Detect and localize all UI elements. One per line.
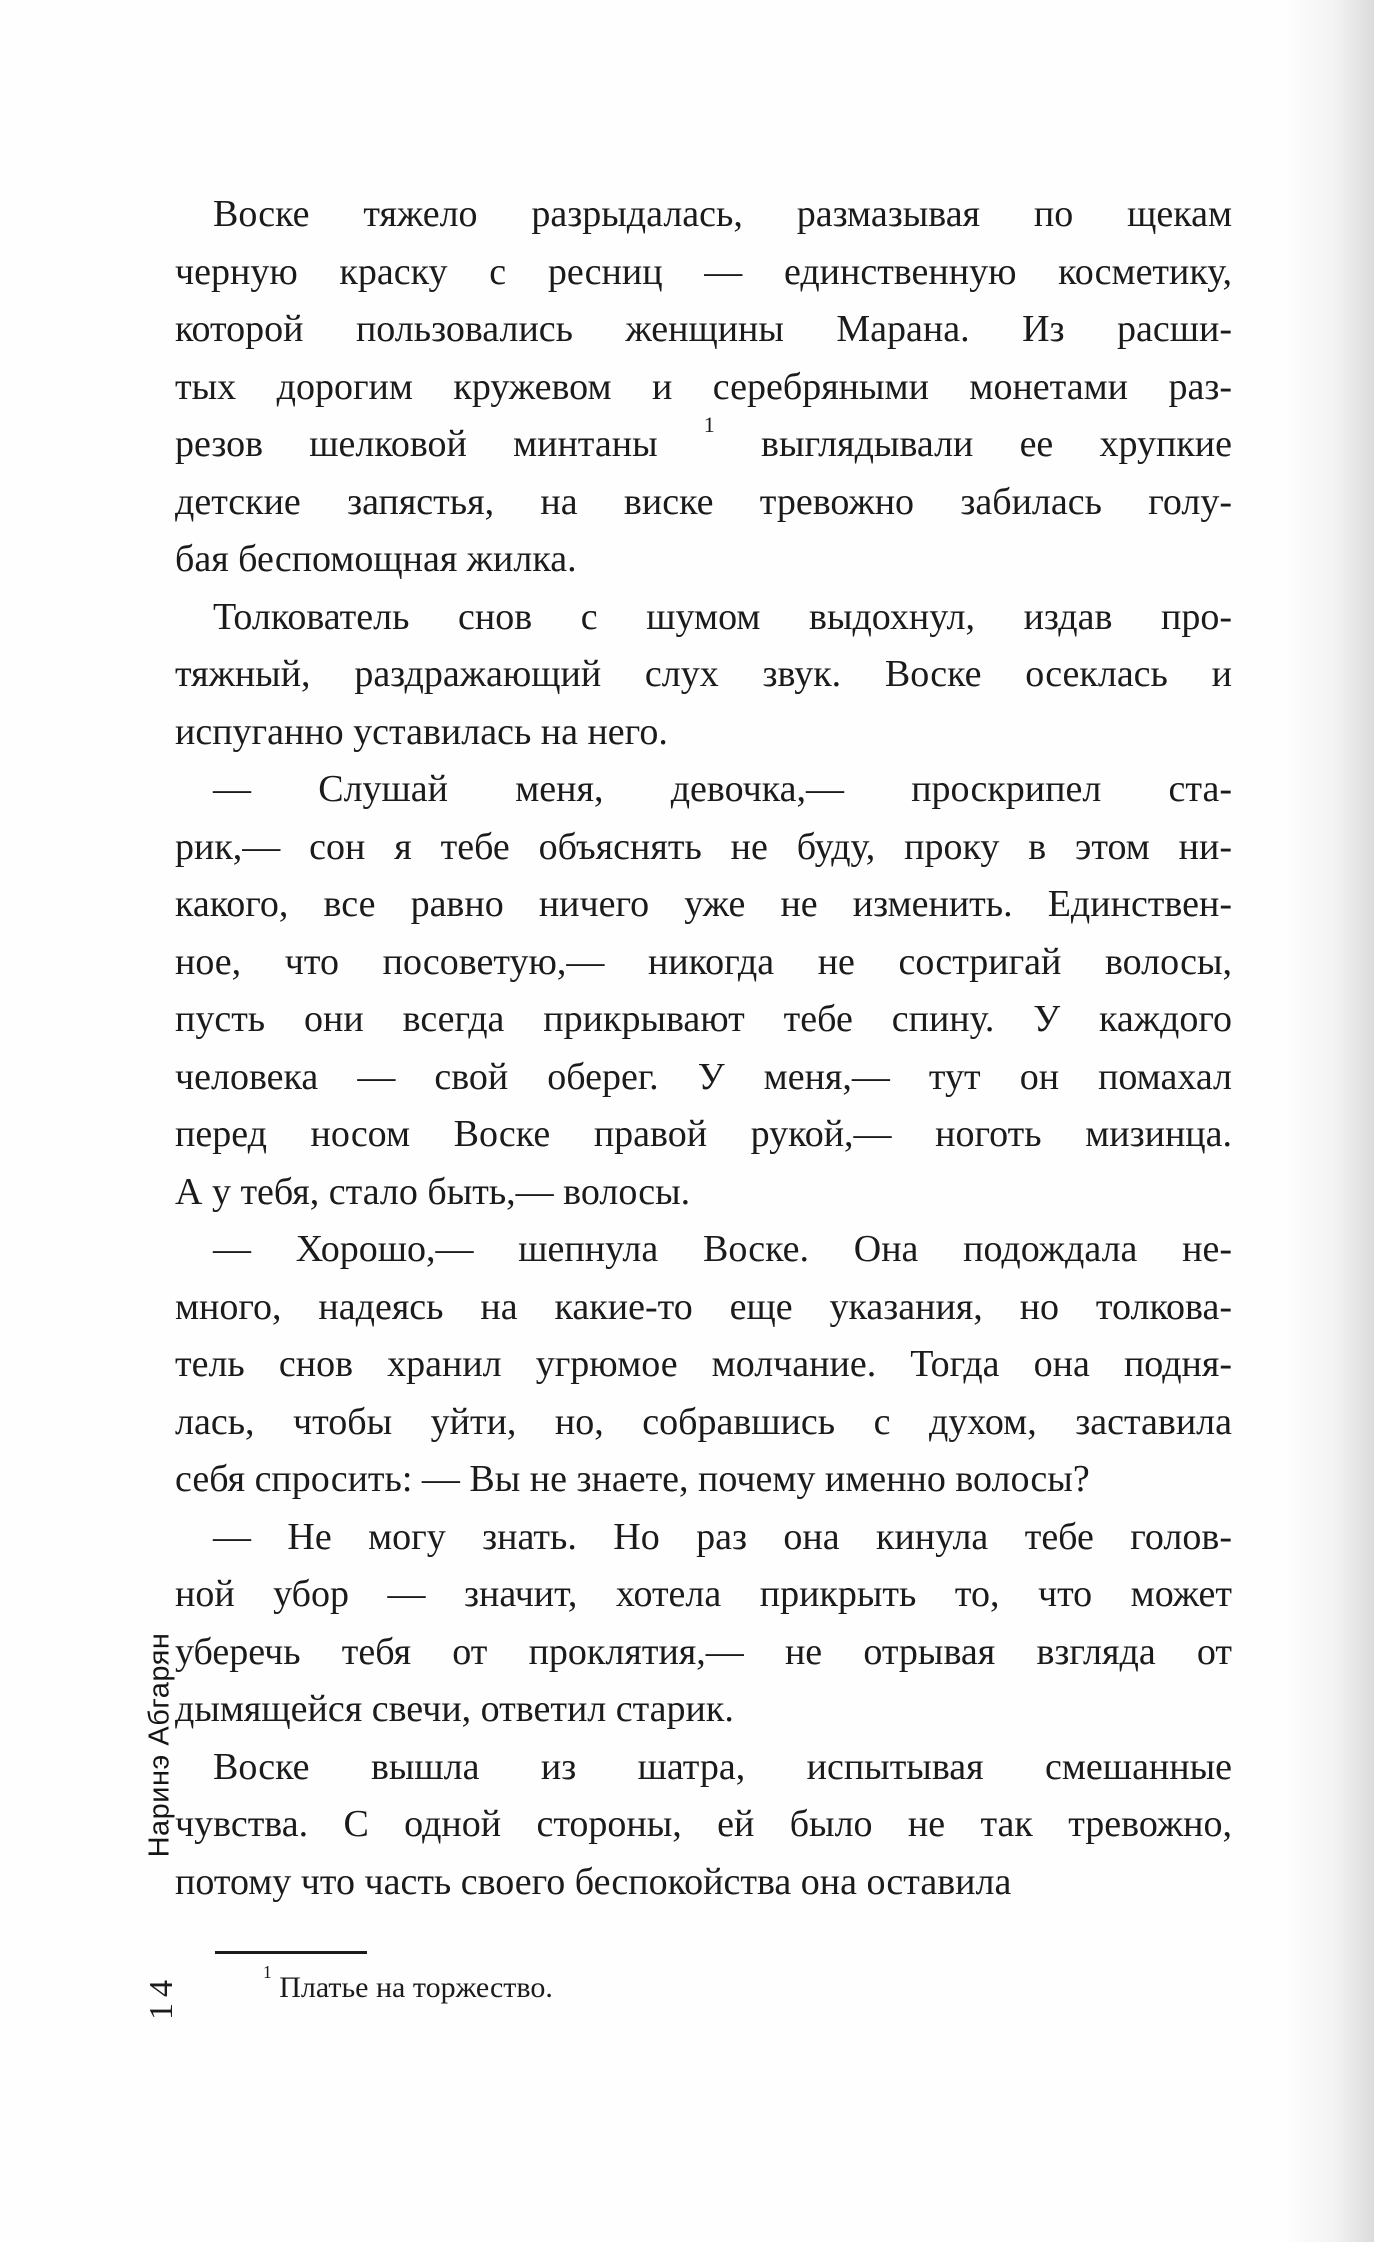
footnote-divider	[215, 1951, 367, 1954]
text-line: — Не могу знать. Но раз она кинула тебе голов-	[213, 1515, 1232, 1558]
text-line: детские запястья, на виске тревожно забилась голу-	[175, 480, 1232, 523]
text-line: испуганно уставилась на него.	[175, 710, 668, 753]
text-line: тель снов хранил угрюмое молчание. Тогда она подня-	[175, 1343, 1232, 1385]
text-line: рик,— сон я тебе объяснять не буду, проку в этом ни-	[175, 825, 1232, 868]
text-line: потому что часть своего беспокойства она оставила	[175, 1860, 1012, 1903]
text-line: — Слушай меня, девочка,— проскрипел ста-	[213, 768, 1232, 810]
text-line: Воске тяжело разрыдалась, размазывая по щекам	[213, 193, 1232, 235]
text-line: какого, все равно ничего уже не изменить. Единствен-	[175, 883, 1232, 925]
footnote-marker: 1	[263, 1962, 272, 1983]
text-line: лась, чтобы уйти, но, собравшись с духом, заставила	[175, 1400, 1232, 1443]
author-name-vertical: Наринэ Абгарян	[143, 1632, 176, 1858]
text-line: пусть они всегда прикрывают тебе спину. У каждого	[175, 998, 1232, 1040]
footnote	[175, 1962, 1232, 2010]
text-line: — Хорошо,— шепнула Воске. Она подождала не-	[213, 1228, 1232, 1270]
text-line: Толкователь снов с шумом выдохнул, издав про-	[213, 595, 1232, 638]
text-line: черную краску с ресниц — единственную косметику,	[175, 250, 1232, 293]
text-line: ное, что посоветую,— никогда не состригай волосы,	[175, 940, 1232, 983]
text-line: перед носом Воске правой рукой,— ноготь мизинца.	[175, 1113, 1232, 1155]
text-line: ной убор — значит, хотела прикрыть то, что может	[175, 1573, 1232, 1615]
page-number: 14	[143, 1974, 180, 2020]
body-text	[175, 186, 1232, 1911]
page-edge-shadow	[1284, 0, 1374, 2242]
footnote-text: Платье на торжество.	[279, 1971, 553, 2004]
text-line: дымящейся свечи, ответил старик.	[175, 1688, 734, 1730]
text-line: А у тебя, стало быть,— волосы.	[175, 1170, 691, 1213]
text-line: себя спросить: — Вы не знаете, почему именно волосы?	[175, 1458, 1090, 1500]
text-line: которой пользовались женщины Марана. Из расши-	[175, 308, 1232, 350]
footnote-ref: 1	[703, 412, 715, 438]
text-line: много, надеясь на какие-то еще указания, но толкова-	[175, 1285, 1232, 1328]
text-line: Воске вышла из шатра, испытывая смешанные	[213, 1745, 1232, 1788]
text-line: человека — свой оберег. У меня,— тут он помахал	[175, 1055, 1232, 1098]
text-line: тых дорогим кружевом и серебряными монетами раз-	[175, 365, 1232, 408]
text-line: уберечь тебя от проклятия,— не отрывая взгляда от	[175, 1630, 1232, 1673]
text-line: тяжный, раздражающий слух звук. Воске осеклась и	[175, 653, 1232, 695]
text-line: резов шелковой минтаны $^1$ выглядывали ее хрупкие	[175, 412, 1232, 465]
text-line: бая беспомощная жилка.	[175, 538, 577, 580]
text-line: чувства. С одной стороны, ей было не так тревожно,	[175, 1803, 1232, 1845]
